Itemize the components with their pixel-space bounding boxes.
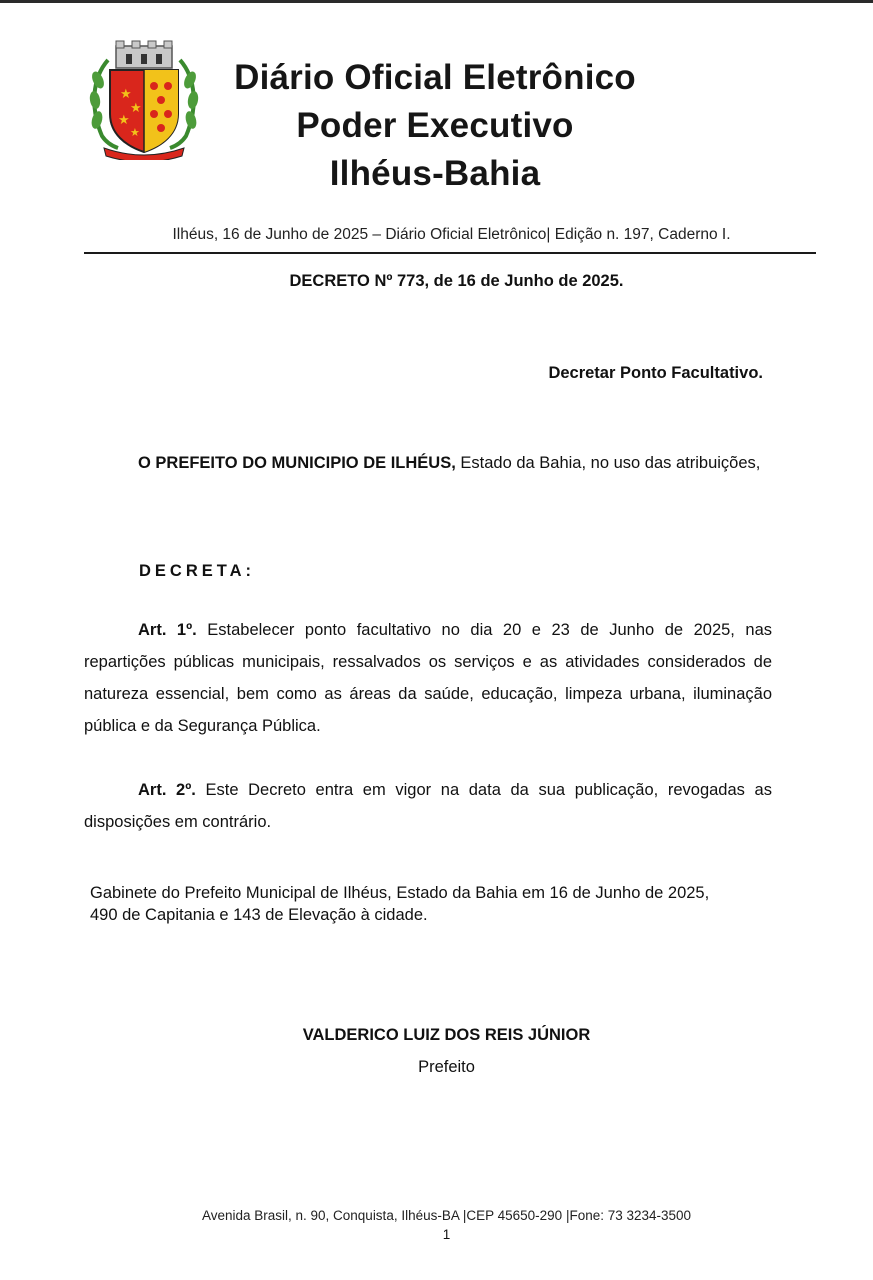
top-border [0, 0, 873, 3]
intro-authority: O PREFEITO DO MUNICIPIO DE ILHÉUS, [138, 454, 456, 472]
header-divider [84, 252, 816, 254]
decree-title: DECRETO Nº 773, de 16 de Junho de 2025. [289, 272, 624, 290]
article-2-text: Este Decreto entra em vigor na data da sua publicação, revogadas as disposições em contrário. [84, 781, 772, 831]
municipal-coat-of-arms-icon [86, 38, 202, 160]
edition-line: Ilhéus, 16 de Junho de 2025 – Diário Oficial Eletrônico| Edição n. 197, Caderno I. [172, 226, 731, 243]
page-number: 1 [442, 1227, 451, 1242]
svg-text:★: ★ [118, 113, 130, 128]
intro-paragraph [84, 451, 772, 476]
decreta-heading: DECRETA: [139, 562, 256, 580]
closing-paragraph [90, 882, 790, 926]
svg-text:★: ★ [130, 126, 140, 139]
gazette-city: Ilhéus-Bahia [329, 154, 541, 193]
footer-address: Avenida Brasil, n. 90, Conquista, Ilhéus-BA |CEP 45650-290 |Fone: 73 3234-3500 [201, 1208, 692, 1223]
gazette-subtitle: Poder Executivo [296, 106, 574, 145]
article-1 [84, 614, 772, 742]
gazette-title: Diário Oficial Eletrônico [234, 58, 636, 97]
intro-text: Estado da Bahia, no uso das atribuições, [455, 454, 761, 472]
article-2-label: Art. 2º. [138, 781, 196, 799]
article-2 [84, 774, 772, 838]
svg-text:★: ★ [130, 101, 142, 116]
signer-role: Prefeito [418, 1058, 475, 1076]
svg-text:★: ★ [120, 87, 132, 102]
article-1-label: Art. 1º. [138, 621, 197, 639]
signer-name: VALDERICO LUIZ DOS REIS JÚNIOR [302, 1026, 591, 1044]
article-1-text: Estabelecer ponto facultativo no dia 20 e 23 de Junho de 2025, nas repartições públicas municipais, ressalvados os serviços e as atividades considerados de natureza essencial, bem como as áreas da saúde, educação, limpeza urbana, iluminação pública e da Segurança Pública. [84, 621, 772, 735]
decree-subject: Decretar Ponto Facultativo. [548, 364, 763, 382]
closing-line-1: Gabinete do Prefeito Municipal de Ilhéus, Estado da Bahia em 16 de Junho de 2025, [90, 884, 710, 902]
closing-line-2: 490 de Capitania e 143 de Elevação à cidade. [90, 906, 428, 924]
